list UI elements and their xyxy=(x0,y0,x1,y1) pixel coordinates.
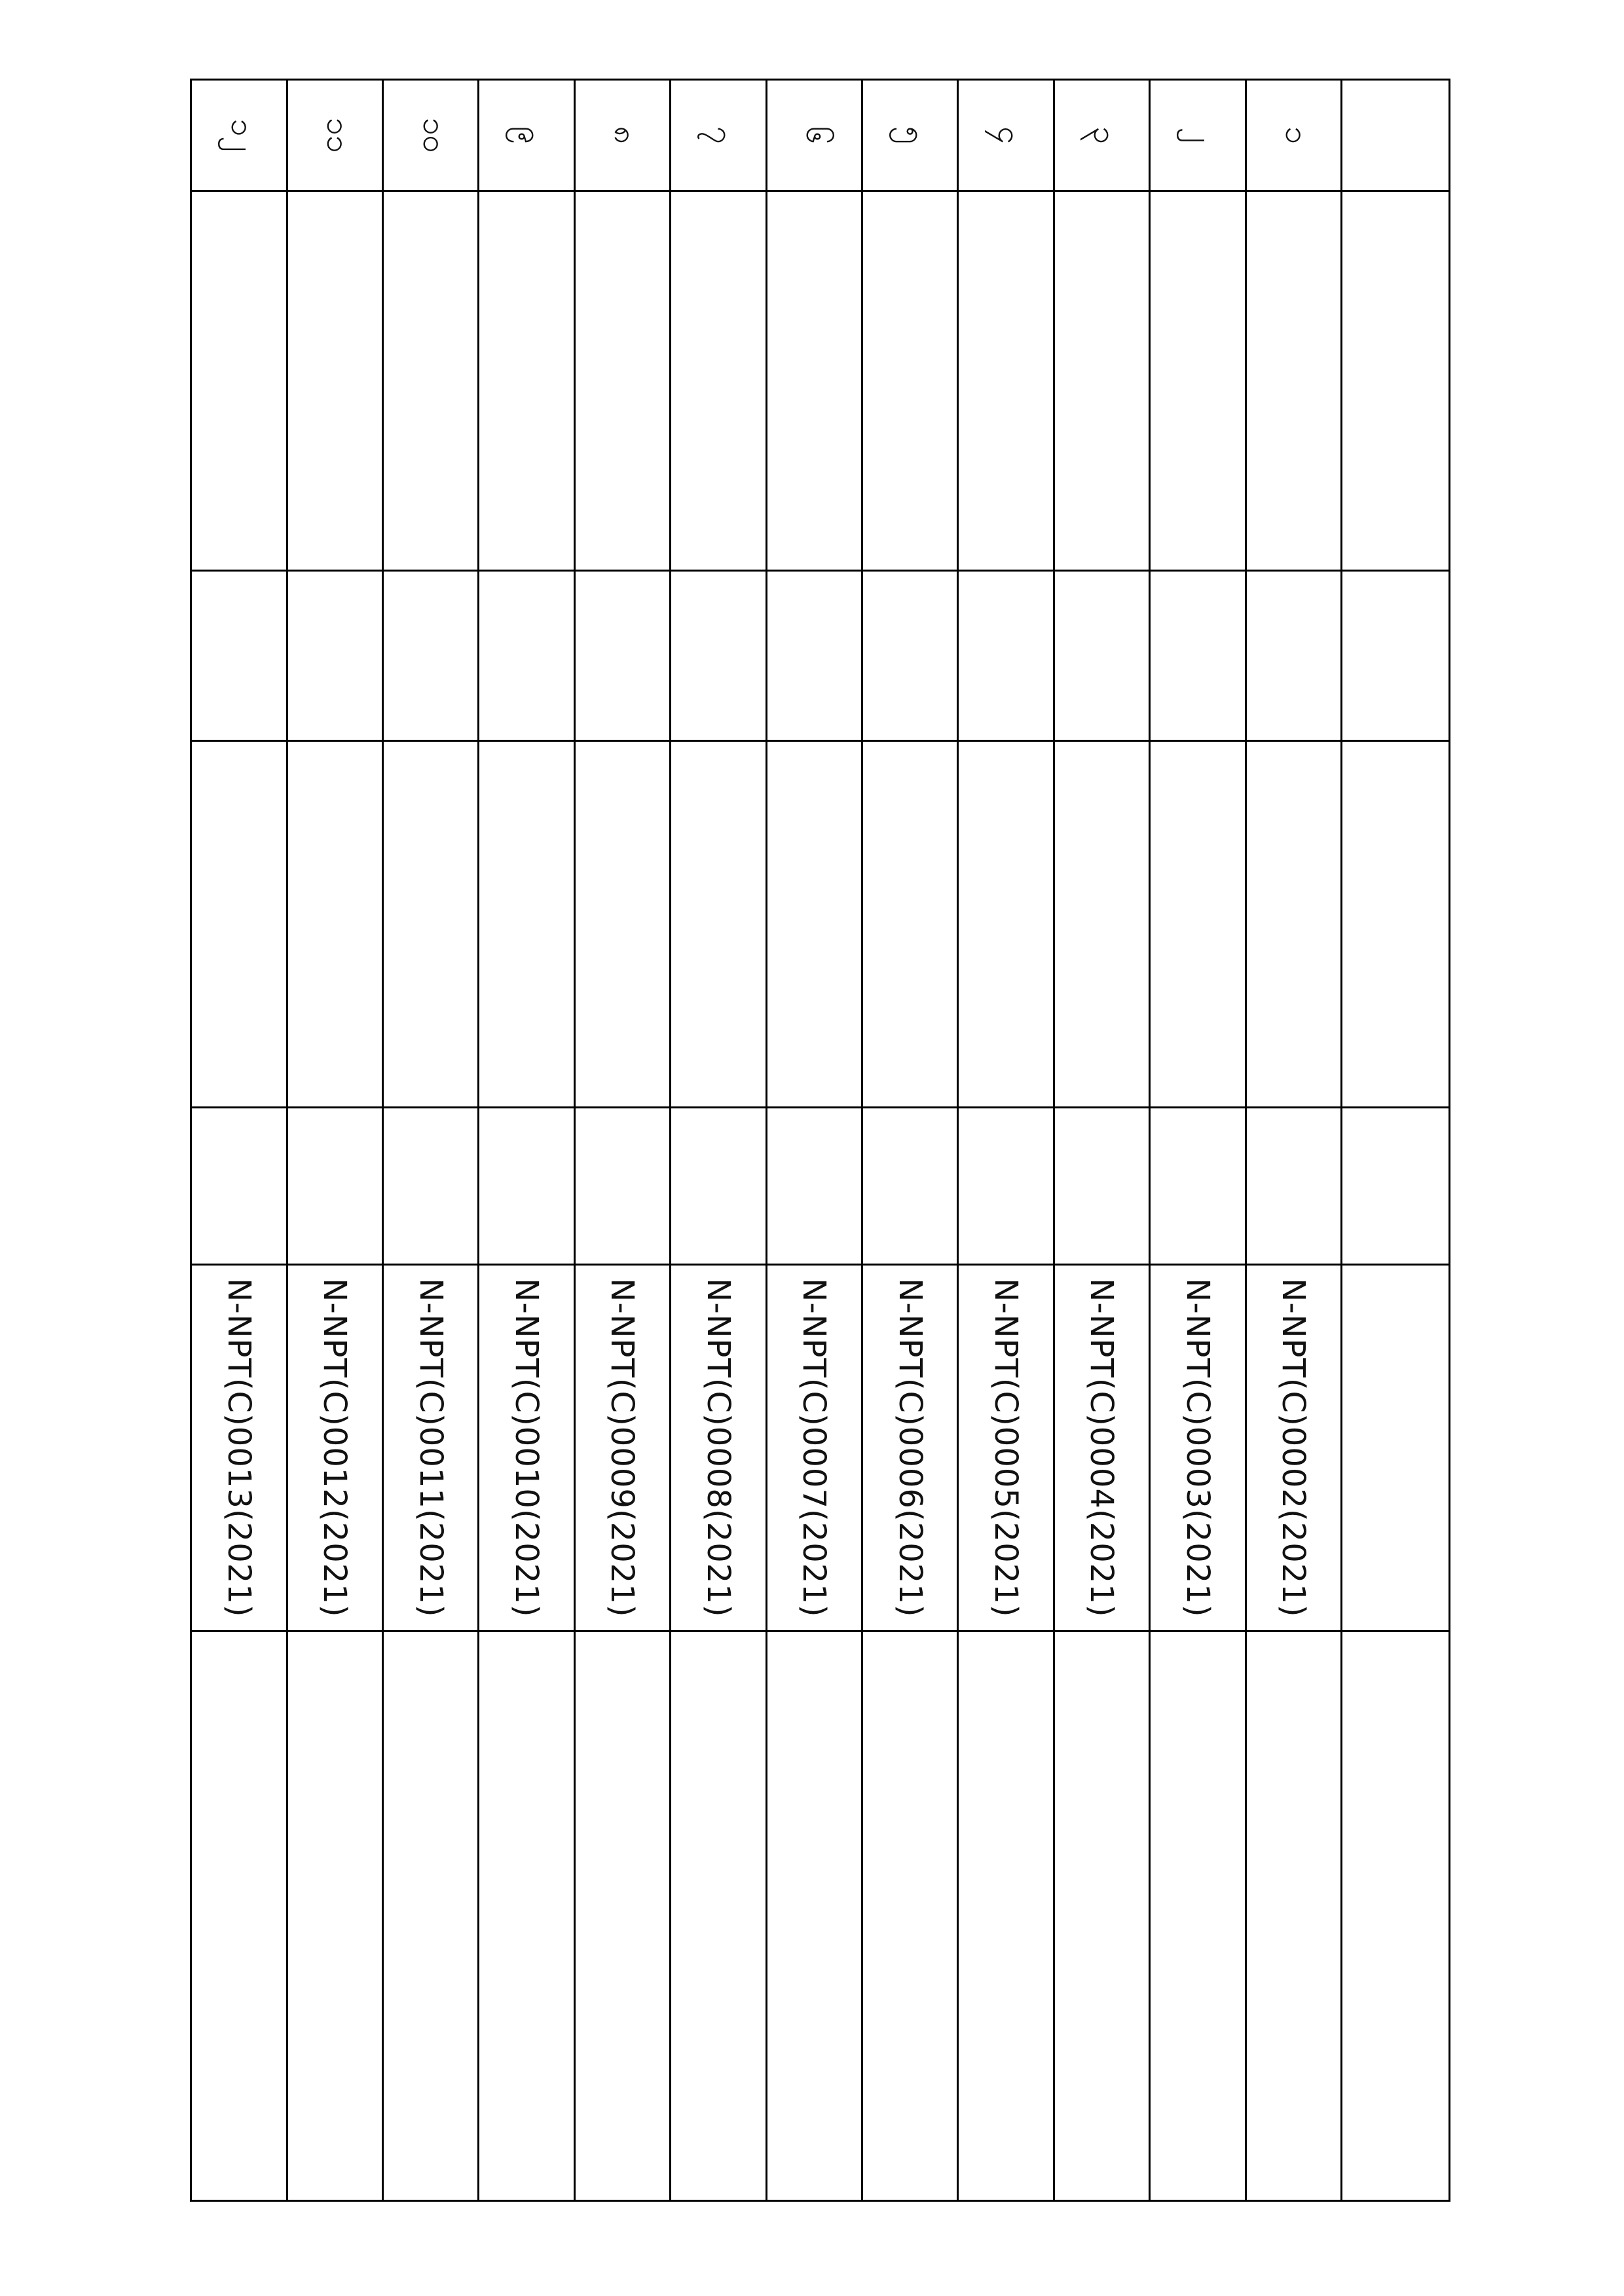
type-cell xyxy=(574,1108,670,1265)
registration-code: N-NPT(C)0010(2021) xyxy=(479,1265,574,1631)
registration-code: N-NPT(C)0003(2021) xyxy=(1150,1265,1246,1631)
row-number: ၁ xyxy=(1246,80,1341,191)
township-cell xyxy=(862,1631,957,2201)
township-cell xyxy=(479,1631,574,2201)
row-number: ၂ xyxy=(1150,80,1246,191)
grade-cell xyxy=(958,571,1054,741)
name-cell xyxy=(382,191,478,571)
type-cell xyxy=(958,1108,1054,1265)
grade-cell xyxy=(1246,571,1341,741)
name-cell xyxy=(958,191,1054,571)
row-number: ၁၂ xyxy=(191,80,287,191)
grade-cell xyxy=(766,571,862,741)
registration-code: N-NPT(C)0011(2021) xyxy=(382,1265,478,1631)
address-cell xyxy=(766,741,862,1108)
name-cell xyxy=(191,191,287,571)
address-cell xyxy=(479,741,574,1108)
header-grade xyxy=(1342,571,1450,741)
type-cell xyxy=(1246,1108,1341,1265)
township-cell xyxy=(382,1631,478,2201)
grade-cell xyxy=(1150,571,1246,741)
header-registration-code xyxy=(1342,1265,1450,1631)
address-cell xyxy=(1246,741,1341,1108)
table-row xyxy=(862,80,957,2201)
type-cell xyxy=(287,1108,382,1265)
table-row xyxy=(766,80,862,2201)
registration-code: N-NPT(C)0009(2021) xyxy=(574,1265,670,1631)
name-cell xyxy=(574,191,670,571)
type-cell xyxy=(862,1108,957,1265)
township-cell xyxy=(958,1631,1054,2201)
table-row xyxy=(1150,80,1246,2201)
table-row xyxy=(479,80,574,2201)
address-cell xyxy=(671,741,766,1108)
name-cell xyxy=(671,191,766,571)
address-cell xyxy=(958,741,1054,1108)
type-cell xyxy=(766,1108,862,1265)
row-number: ၇ xyxy=(671,80,766,191)
type-cell xyxy=(479,1108,574,1265)
grade-cell xyxy=(287,571,382,741)
type-cell xyxy=(1150,1108,1246,1265)
grade-cell xyxy=(671,571,766,741)
registration-code: N-NPT(C)0012(2021) xyxy=(287,1265,382,1631)
row-number: ၁၁ xyxy=(287,80,382,191)
township-cell xyxy=(1246,1631,1341,2201)
township-cell xyxy=(287,1631,382,2201)
name-cell xyxy=(479,191,574,571)
township-cell xyxy=(191,1631,287,2201)
header-address xyxy=(1342,741,1450,1108)
registration-code: N-NPT(C)0005(2021) xyxy=(958,1265,1054,1631)
name-cell xyxy=(287,191,382,571)
address-cell xyxy=(1150,741,1246,1108)
registration-code: N-NPT(C)0008(2021) xyxy=(671,1265,766,1631)
table-row xyxy=(287,80,382,2201)
registration-code: N-NPT(C)0002(2021) xyxy=(1246,1265,1341,1631)
township-cell xyxy=(1150,1631,1246,2201)
registration-code: N-NPT(C)0006(2021) xyxy=(862,1265,957,1631)
table-row xyxy=(671,80,766,2201)
name-cell xyxy=(766,191,862,571)
row-number: ၅ xyxy=(862,80,957,191)
registration-code: N-NPT(C)0004(2021) xyxy=(1054,1265,1149,1631)
table-row xyxy=(958,80,1054,2201)
grade-cell xyxy=(191,571,287,741)
table-row xyxy=(574,80,670,2201)
township-cell xyxy=(671,1631,766,2201)
grade-cell xyxy=(1054,571,1149,741)
table-row xyxy=(1246,80,1341,2201)
address-cell xyxy=(382,741,478,1108)
table-header-row xyxy=(1342,80,1450,2201)
table-row xyxy=(382,80,478,2201)
row-number: ၃ xyxy=(1054,80,1149,191)
township-cell xyxy=(574,1631,670,2201)
grade-cell xyxy=(574,571,670,741)
grade-cell xyxy=(382,571,478,741)
row-number: ၁၀ xyxy=(382,80,478,191)
type-cell xyxy=(1054,1108,1149,1265)
address-cell xyxy=(287,741,382,1108)
type-cell xyxy=(671,1108,766,1265)
township-cell xyxy=(1054,1631,1149,2201)
header-no xyxy=(1342,80,1450,191)
grade-cell xyxy=(479,571,574,741)
address-cell xyxy=(574,741,670,1108)
name-cell xyxy=(1150,191,1246,571)
township-cell xyxy=(766,1631,862,2201)
rotated-document xyxy=(190,79,1450,2200)
header-township xyxy=(1342,1631,1450,2201)
name-cell xyxy=(862,191,957,571)
type-cell xyxy=(382,1108,478,1265)
registration-code: N-NPT(C)0007(2021) xyxy=(766,1265,862,1631)
table-row xyxy=(191,80,287,2201)
header-name xyxy=(1342,191,1450,571)
document-title xyxy=(1464,79,1516,2200)
header-type xyxy=(1342,1108,1450,1265)
address-cell xyxy=(862,741,957,1108)
registration-code: N-NPT(C)0013(2021) xyxy=(191,1265,287,1631)
grade-cell xyxy=(862,571,957,741)
row-number: ၆ xyxy=(766,80,862,191)
name-cell xyxy=(1054,191,1149,571)
row-number: ၄ xyxy=(958,80,1054,191)
row-number: ၈ xyxy=(574,80,670,191)
row-number: ၉ xyxy=(479,80,574,191)
table-row xyxy=(1054,80,1149,2201)
address-cell xyxy=(1054,741,1149,1108)
type-cell xyxy=(191,1108,287,1265)
address-cell xyxy=(191,741,287,1108)
registration-table xyxy=(190,79,1450,2202)
name-cell xyxy=(1246,191,1341,571)
